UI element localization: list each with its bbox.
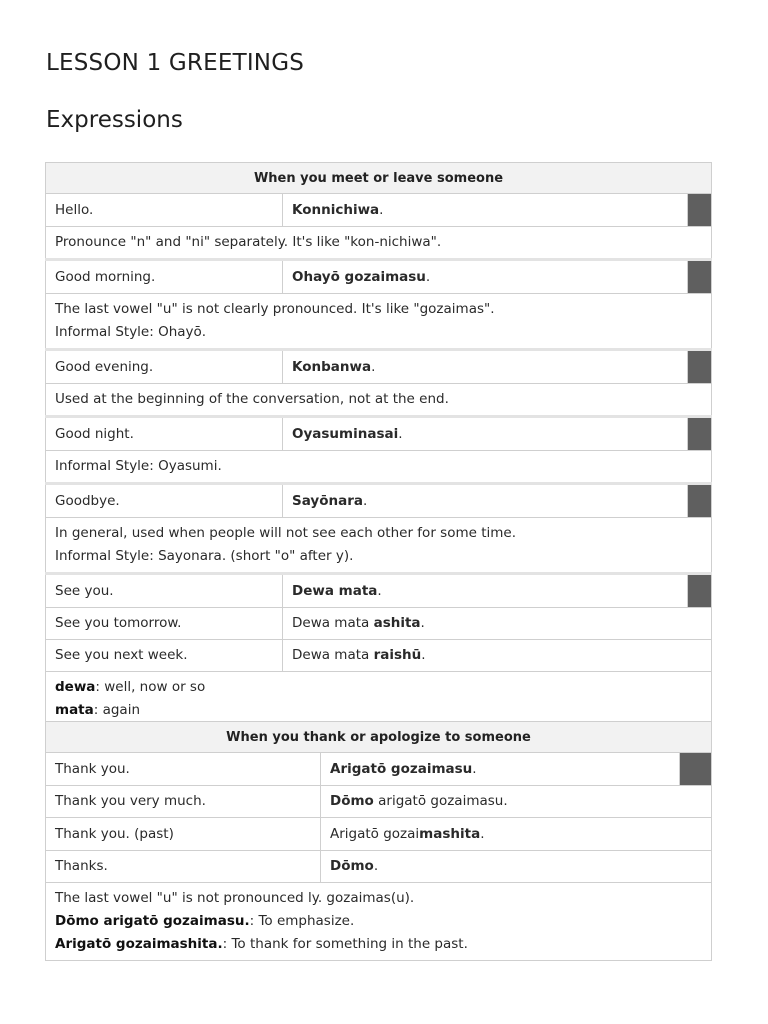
english-phrase: Thank you. <box>46 753 321 786</box>
english-phrase: See you next week. <box>46 640 283 672</box>
vocab-term: dewa <box>55 679 96 695</box>
english-phrase: Good evening. <box>46 350 283 384</box>
english-phrase: Good morning. <box>46 260 283 294</box>
japanese-phrase: Konbanwa. <box>283 350 688 384</box>
greetings-table <box>45 162 712 727</box>
thanks-table <box>45 721 712 961</box>
row-marker <box>688 350 712 384</box>
english-phrase: See you tomorrow. <box>46 608 283 640</box>
vocabulary-note: dewa: well, now or so mata: again <box>46 672 712 727</box>
lesson-title: LESSON 1 GREETINGS <box>46 50 305 76</box>
table-header: When you meet or leave someone <box>46 163 712 194</box>
english-phrase: Goodbye. <box>46 484 283 518</box>
japanese-phrase: Arigatō gozaimasu. <box>321 753 680 786</box>
pronunciation-note: Pronounce "n" and "ni" separately. It's like "kon-nichiwa". <box>46 227 712 260</box>
row-marker <box>688 417 712 451</box>
row-marker <box>688 484 712 518</box>
section-title: Expressions <box>46 107 183 133</box>
usage-note: In general, used when people will not see each other for some time. Informal Style: Sayonara. (short "o" after y). <box>46 518 712 574</box>
usage-note: Informal Style: Oyasumi. <box>46 451 712 484</box>
japanese-phrase: Arigatō gozaimashita. <box>321 818 712 851</box>
row-marker <box>688 574 712 608</box>
english-phrase: Thank you. (past) <box>46 818 321 851</box>
english-phrase: Thanks. <box>46 851 321 883</box>
row-marker <box>688 260 712 294</box>
english-phrase: Thank you very much. <box>46 786 321 818</box>
usage-note: The last vowel "u" is not pronounced ly. gozaimas(u). Dōmo arigatō gozaimasu.: To emphasize. Arigatō gozaimashita.: To thank for something in the past. <box>46 883 712 961</box>
japanese-phrase: Dewa mata raishū. <box>283 640 712 672</box>
row-marker <box>680 753 712 786</box>
japanese-phrase: Konnichiwa. <box>283 194 688 227</box>
english-phrase: See you. <box>46 574 283 608</box>
english-phrase: Good night. <box>46 417 283 451</box>
table-header: When you thank or apologize to someone <box>46 722 712 753</box>
japanese-phrase: Sayōnara. <box>283 484 688 518</box>
japanese-phrase: Dewa mata. <box>283 574 688 608</box>
english-phrase: Hello. <box>46 194 283 227</box>
japanese-phrase: Dewa mata ashita. <box>283 608 712 640</box>
japanese-phrase: Dōmo arigatō gozaimasu. <box>321 786 712 818</box>
japanese-phrase: Dōmo. <box>321 851 712 883</box>
row-marker <box>688 194 712 227</box>
vocab-term: mata <box>55 702 94 718</box>
japanese-phrase: Oyasuminasai. <box>283 417 688 451</box>
pronunciation-note: The last vowel "u" is not clearly pronounced. It's like "gozaimas". Informal Style: Ohayō. <box>46 294 712 350</box>
usage-note: Used at the beginning of the conversation, not at the end. <box>46 384 712 417</box>
japanese-phrase: Ohayō gozaimasu. <box>283 260 688 294</box>
